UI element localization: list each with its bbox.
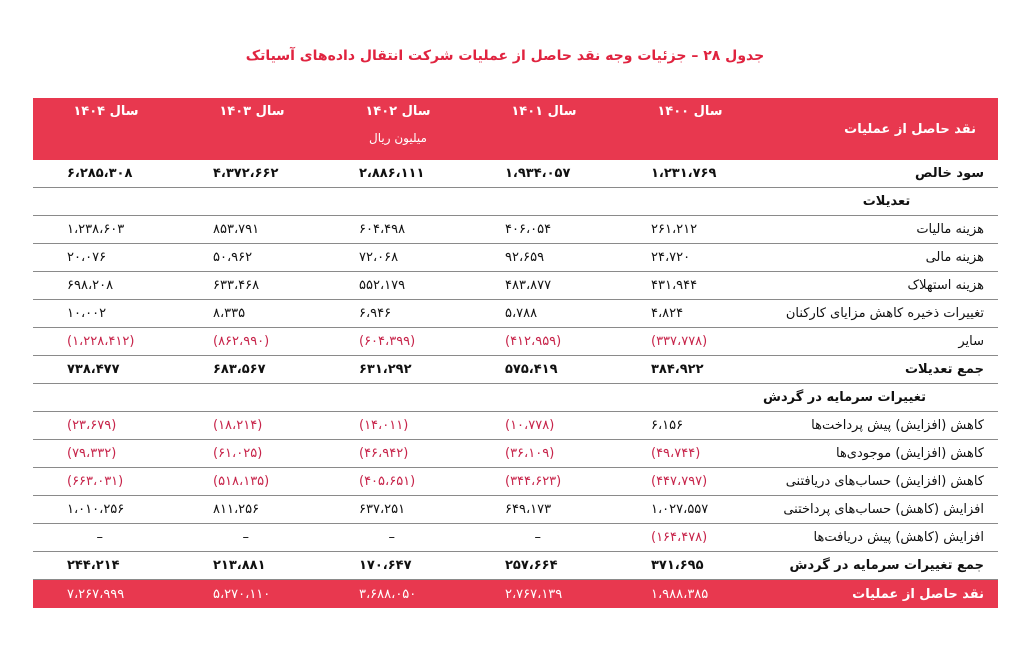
cell-value: (۱۸،۲۱۴) (179, 412, 325, 440)
row-label: سود خالص (763, 160, 998, 188)
table-footer-row (33, 580, 998, 609)
cell-value: (۱۶۴،۴۷۸) (617, 524, 763, 552)
table-row (33, 552, 998, 580)
cell-value: (۸۶۲،۹۹۰) (179, 328, 325, 356)
cell-value: ۷۲،۰۶۸ (325, 244, 471, 272)
header-label: نقد حاصل از عملیات (763, 98, 998, 160)
cell-value: – (33, 524, 179, 552)
cell-value: ۶،۱۵۶ (617, 412, 763, 440)
cell-value: (۴۴۷،۷۹۷) (617, 468, 763, 496)
cell-value: (۴۱۲،۹۵۹) (471, 328, 617, 356)
table-row (33, 216, 998, 244)
row-label: سایر (763, 328, 998, 356)
cell-value: ۱۷۰،۶۴۷ (325, 552, 471, 580)
row-label: تغییرات ذخیره کاهش مزایای کارکنان (763, 300, 998, 328)
row-label: هزینه مالی (763, 244, 998, 272)
header-year-1403: سال ۱۴۰۳ (179, 98, 325, 160)
cell-value: (۴۶،۹۴۲) (325, 440, 471, 468)
cell-value: ۴۸۳،۸۷۷ (471, 272, 617, 300)
cell-value: ۲۵۷،۶۶۴ (471, 552, 617, 580)
cell-value: ۴،۸۲۴ (617, 300, 763, 328)
cell-value: (۱،۲۲۸،۴۱۲) (33, 328, 179, 356)
cell-value: (۱۰،۷۷۸) (471, 412, 617, 440)
cell-value: ۹۲،۶۵۹ (471, 244, 617, 272)
footer-value: ۵،۲۷۰،۱۱۰ (179, 580, 325, 609)
cell-value: ۶۳۷،۲۵۱ (325, 496, 471, 524)
table-row (33, 412, 998, 440)
cell-value: ۵۰،۹۶۲ (179, 244, 325, 272)
cell-value: ۷۳۸،۴۷۷ (33, 356, 179, 384)
cell-value: ۶۳۳،۴۶۸ (179, 272, 325, 300)
row-label: کاهش (افزایش) پیش پرداخت‌ها (763, 412, 998, 440)
cell-value: ۶،۹۴۶ (325, 300, 471, 328)
cell-value: ۸۵۳،۷۹۱ (179, 216, 325, 244)
cell-value: (۶۰۴،۳۹۹) (325, 328, 471, 356)
section-heading: تعدیلات (763, 188, 998, 216)
header-year-1401: سال ۱۴۰۱ (471, 98, 617, 160)
table-row (33, 160, 998, 188)
table-row (33, 384, 998, 412)
cell-value: ۲۴،۷۲۰ (617, 244, 763, 272)
cell-value: ۸،۳۳۵ (179, 300, 325, 328)
footer-value: ۲،۷۶۷،۱۳۹ (471, 580, 617, 609)
row-label: جمع تغییرات سرمایه در گردش (763, 552, 998, 580)
cell-value: (۳۴۴،۶۲۳) (471, 468, 617, 496)
cell-value: – (471, 524, 617, 552)
table-row (33, 300, 998, 328)
cell-value: (۵۱۸،۱۳۵) (179, 468, 325, 496)
header-year-1400: سال ۱۴۰۰ (617, 98, 763, 160)
table-row (33, 468, 998, 496)
cell-value: (۷۹،۳۳۲) (33, 440, 179, 468)
cell-value: ۶۸۳،۵۶۷ (179, 356, 325, 384)
cell-value: (۳۶،۱۰۹) (471, 440, 617, 468)
table-title: جدول ۲۸ – جزئیات وجه نقد حاصل از عملیات شرکت انتقال داده‌های آسیاتک (245, 48, 765, 64)
row-label: افزایش (کاهش) حساب‌های پرداختنی (763, 496, 998, 524)
cell-value: ۸۱۱،۲۵۶ (179, 496, 325, 524)
cell-value: ۴،۳۷۲،۶۶۲ (179, 160, 325, 188)
table-row (33, 328, 998, 356)
cell-value: ۵،۷۸۸ (471, 300, 617, 328)
cell-value: (۱۴،۰۱۱) (325, 412, 471, 440)
row-label: کاهش (افزایش) حساب‌های دریافتنی (763, 468, 998, 496)
cell-value: ۱،۲۳۸،۶۰۳ (33, 216, 179, 244)
row-label: هزینه مالیات (763, 216, 998, 244)
cell-value: (۴۰۵،۶۵۱) (325, 468, 471, 496)
cell-value: ۲۶۱،۲۱۲ (617, 216, 763, 244)
cell-value: ۵۵۲،۱۷۹ (325, 272, 471, 300)
unit-label: میلیون ریال (369, 131, 427, 145)
cell-value: ۲۰،۰۷۶ (33, 244, 179, 272)
cell-value: (۳۳۷،۷۷۸) (617, 328, 763, 356)
table-row (33, 356, 998, 384)
cell-value: ۶،۲۸۵،۳۰۸ (33, 160, 179, 188)
cell-value: ۳۷۱،۶۹۵ (617, 552, 763, 580)
cell-value: ۲۴۴،۲۱۴ (33, 552, 179, 580)
table-row (33, 496, 998, 524)
table-row (33, 440, 998, 468)
row-label: کاهش (افزایش) موجودی‌ها (763, 440, 998, 468)
cell-value: (۶۶۳،۰۳۱) (33, 468, 179, 496)
table-row (33, 244, 998, 272)
table-header-row (33, 98, 998, 160)
section-heading: تغییرات سرمایه در گردش (763, 384, 998, 412)
footer-value: ۳،۶۸۸،۰۵۰ (325, 580, 471, 609)
cash-flow-table (33, 98, 998, 608)
cell-value: ۶۴۹،۱۷۳ (471, 496, 617, 524)
cell-value: ۶۳۱،۲۹۲ (325, 356, 471, 384)
cell-value: (۴۹،۷۴۴) (617, 440, 763, 468)
table-row (33, 188, 998, 216)
cell-value: – (325, 524, 471, 552)
row-label: هزینه استهلاک (763, 272, 998, 300)
cell-value: (۲۳،۶۷۹) (33, 412, 179, 440)
header-year-1404: سال ۱۴۰۴ (33, 98, 179, 160)
row-label: افزایش (کاهش) پیش دریافت‌ها (763, 524, 998, 552)
cell-value: ۱،۲۳۱،۷۶۹ (617, 160, 763, 188)
cell-value: (۶۱،۰۲۵) (179, 440, 325, 468)
footer-value: ۷،۲۶۷،۹۹۹ (33, 580, 179, 609)
cell-value: ۱۰،۰۰۲ (33, 300, 179, 328)
cell-value: ۵۷۵،۴۱۹ (471, 356, 617, 384)
cell-value: ۱،۰۲۷،۵۵۷ (617, 496, 763, 524)
cell-value: ۳۸۴،۹۲۲ (617, 356, 763, 384)
table-row (33, 272, 998, 300)
cell-value: ۴۳۱،۹۴۴ (617, 272, 763, 300)
header-year-1402: سال ۱۴۰۲ میلیون ریال (325, 98, 471, 160)
cell-value: ۲،۸۸۶،۱۱۱ (325, 160, 471, 188)
footer-value: ۱،۹۸۸،۳۸۵ (617, 580, 763, 609)
table-row (33, 524, 998, 552)
cell-value: ۶۹۸،۲۰۸ (33, 272, 179, 300)
cell-value: ۲۱۳،۸۸۱ (179, 552, 325, 580)
cell-value: ۶۰۴،۴۹۸ (325, 216, 471, 244)
cell-value: – (179, 524, 325, 552)
footer-label: نقد حاصل از عملیات (763, 580, 998, 609)
cell-value: ۱،۰۱۰،۲۵۶ (33, 496, 179, 524)
cell-value: ۱،۹۳۴،۰۵۷ (471, 160, 617, 188)
row-label: جمع تعدیلات (763, 356, 998, 384)
cell-value: ۴۰۶،۰۵۴ (471, 216, 617, 244)
